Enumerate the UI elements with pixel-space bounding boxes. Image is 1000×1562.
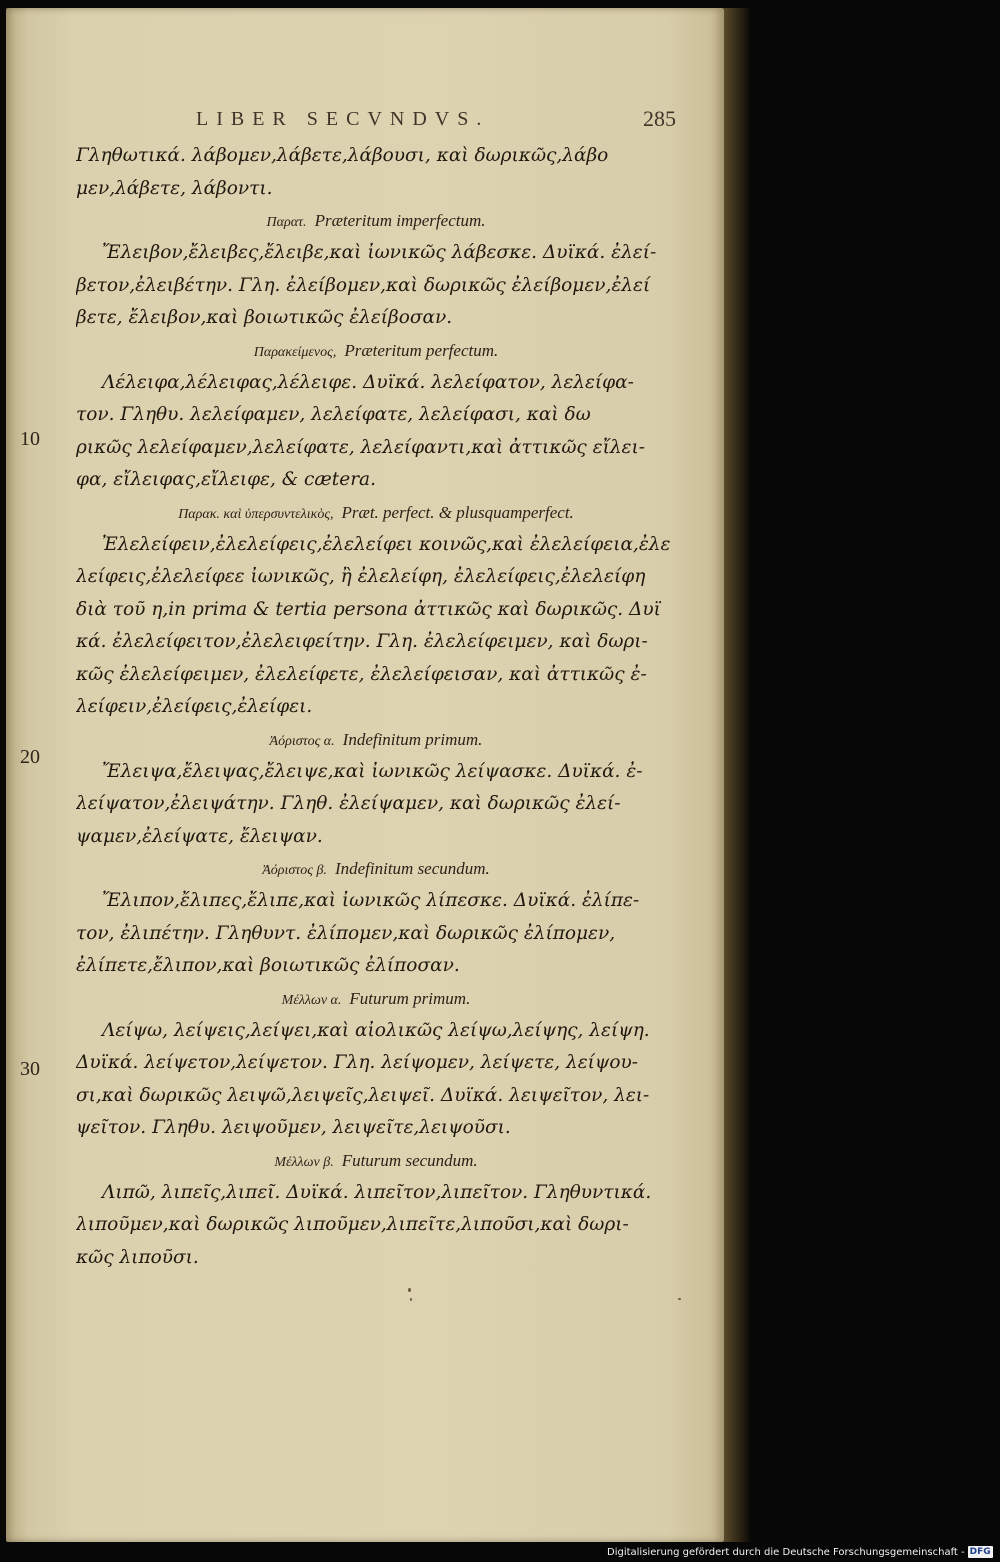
heading-latin: Præt. perfect. & plusquamperfect. <box>341 502 574 522</box>
section-heading <box>76 724 676 756</box>
heading-latin: Futurum primum. <box>349 988 471 1008</box>
page-number: 285 <box>643 106 676 131</box>
heading-greek: Παρακ. καὶ ὑπερσυντελικὸς, <box>178 506 334 522</box>
heading-latin: Indefinitum primum. <box>342 729 483 749</box>
section-heading <box>76 1145 676 1177</box>
heading-latin: Futurum secundum. <box>341 1150 478 1170</box>
section-heading <box>76 497 676 529</box>
page-edge-shadow <box>724 8 750 1542</box>
section-heading <box>76 853 676 885</box>
text-line: Γληθωτικά. λάβομεν,λάβετε,λάβουσι, καὶ δωρικῶς,λάβο <box>76 145 609 166</box>
text-line: Ἔλιπον,ἔλιπες,ἔλιπε,καὶ ἰωνικῶς λίπεσκε. Δυϊκά. ἐλίπε- <box>102 890 640 911</box>
text-line: βετον,ἐλειβέτην. Γλη. ἐλείβομεν,καὶ δωρικῶς ἐλείβομεν,ἐλεί <box>76 274 651 296</box>
text-line: Ἐλελείφειν,ἐλελείφεις,ἐλελείφει κοινῶς,καὶ ἐλελείφεια,ἐλε <box>102 533 671 555</box>
footer-credit <box>607 1546 997 1560</box>
text-line: Λιπῶ, λιπεῖς,λιπεῖ. Δυϊκά. λιπεῖτον,λιπεῖτον. Γληθυντικά. <box>102 1181 652 1203</box>
dfg-logo: DFG <box>969 1547 991 1557</box>
section-heading <box>76 983 676 1015</box>
heading-greek: Παρακείμενος, <box>253 344 337 360</box>
text-line: τον. Γληθυ. λελείφαμεν, λελείφατε, λελείφασι, καὶ δω <box>76 404 591 425</box>
text-line: κά. ἐλελείφειτον,ἐλελειφείτην. Γλη. ἐλελείφειμεν, καὶ δωρι- <box>76 631 648 652</box>
text-line: τον, ἐλιπέτην. Γληθυντ. ἐλίπομεν,καὶ δωρικῶς ἐλίπομεν, <box>76 922 616 944</box>
heading-latin: Præteritum imperfectum. <box>314 211 486 230</box>
text-line: ρικῶς λελείφαμεν,λελείφατε, λελείφαντι,καὶ ἀττικῶς εἴλει- <box>76 436 645 458</box>
text-line: βετε, ἔλειβον,καὶ βοιωτικῶς ἐλείβοσαν. <box>76 307 453 328</box>
heading-greek: Μέλλων β. <box>274 1154 334 1170</box>
heading-greek: Παρατ. <box>266 215 307 230</box>
text-line: φα, εἴλειφας,εἴλειφε, & cætera. <box>76 469 376 490</box>
text-line: λείφεις,ἐλελείφεε ἰωνικῶς, ἢ ἐλελείφη, ἐλελείφεις,ἐλελείφη <box>76 566 646 587</box>
text-line: Ἔλειψα,ἔλειψας,ἔλειψε,καὶ ἰωνικῶς λείψασκε. Δυϊκά. ἐ- <box>102 760 643 782</box>
heading-latin: Indefinitum secundum. <box>334 859 490 878</box>
text-line: διὰ τοῦ η,in prima & tertia persona ἀττικῶς καὶ δωρικῶς. Δυϊ <box>76 598 661 620</box>
print-speck <box>408 1288 411 1292</box>
text-line: σι,καὶ δωρικῶς λειψῶ,λειψεῖς,λειψεῖ. Δυϊκά. λειψεῖτον, λει- <box>76 1084 650 1106</box>
text-line: Ἔλειβον,ἔλειβες,ἔλειβε,καὶ ἰωνικῶς λάβεσκε. Δυϊκά. ἐλεί- <box>102 242 657 263</box>
text-line: ψεῖτον. Γληθυ. λειψοῦμεν, λειψεῖτε,λειψοῦσι. <box>76 1117 511 1138</box>
main-text <box>76 140 676 1274</box>
heading-greek: Μέλλων α. <box>281 992 342 1008</box>
text-line: ψαμεν,ἐλείψατε, ἔλειψαν. <box>76 825 323 847</box>
text-line: λείψατον,ἐλειψάτην. Γληθ. ἐλείψαμεν, καὶ δωρικῶς ἐλεί- <box>76 793 621 814</box>
heading-latin: Præteritum perfectum. <box>344 340 499 360</box>
text-line: λείφειν,ἐλείφεις,ἐλείφει. <box>76 696 313 717</box>
page-header <box>196 108 676 138</box>
text-line: Λείψω, λείψεις,λείψει,καὶ αἰολικῶς λείψω,λείψης, λείψη. <box>102 1019 650 1041</box>
text-line: Δυϊκά. λείψετον,λείψετον. Γλη. λείψομεν, λείψετε, λείψου- <box>76 1052 639 1073</box>
margin-line-number: 20 <box>20 746 40 768</box>
text-line: λιποῦμεν,καὶ δωρικῶς λιποῦμεν,λιπεῖτε,λιποῦσι,καὶ δωρι- <box>76 1214 629 1235</box>
section-heading <box>76 335 676 367</box>
running-head: LIBER SECVNDVS. <box>196 108 490 130</box>
text-line: μεν,λάβετε, λάβοντι. <box>76 177 273 199</box>
margin-line-number: 10 <box>20 428 40 450</box>
text-line: κῶς ἐλελείφειμεν, ἐλελείφετε, ἐλελείφεισαν, καὶ ἀττικῶς ἐ- <box>76 663 647 685</box>
text-line: κῶς λιποῦσι. <box>76 1246 199 1268</box>
print-speck <box>410 1298 412 1301</box>
text-line: ἐλίπετε,ἔλιπον,καὶ βοιωτικῶς ἐλίποσαν. <box>76 955 460 976</box>
print-speck <box>678 1298 681 1300</box>
heading-greek: Ἀόριστος α. <box>269 733 335 749</box>
section-heading <box>76 205 676 237</box>
margin-line-number: 30 <box>20 1058 40 1080</box>
heading-greek: Ἀόριστος β. <box>262 863 327 878</box>
text-line: Λέλειφα,λέλειφας,λέλειφε. Δυϊκά. λελείφατον, λελείφα- <box>102 371 634 393</box>
footer-text: Digitalisierung gefördert durch die Deutsche Forschungsgemeinschaft - <box>607 1547 965 1558</box>
